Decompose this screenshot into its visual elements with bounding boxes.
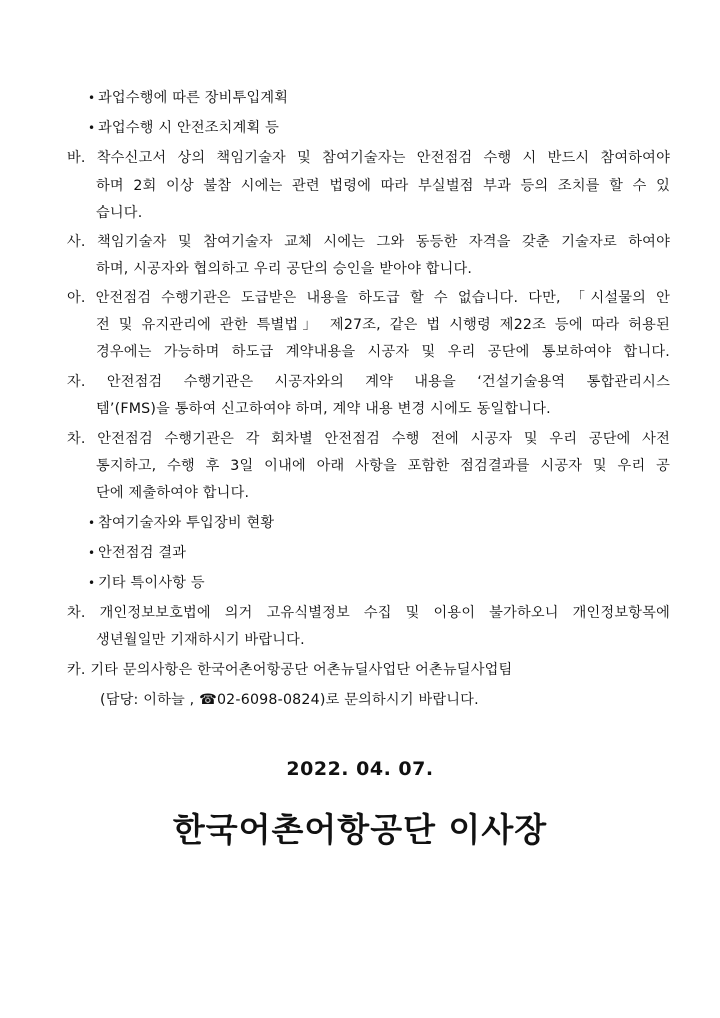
bullet-item: • 안전점검 결과 [88,545,187,561]
clause-cha-line-3: 단에 제출하여야 합니다. [96,485,250,501]
clause-ba-line-1: 바. 착수신고서 상의 책임기술자 및 참여기술자는 안전점검 수행 시 반드시 참여하여야 [67,150,670,166]
bullet-dot-icon: • [88,516,96,530]
clause-a-line-1: 아. 안전점검 수행기관은 도급받은 내용을 하도급 할 수 없습니다. 다만, 「시설물의 안 [67,290,670,306]
bullet-dot-icon: • [88,546,96,560]
bullet-item: • 기타 특이사항 등 [88,575,205,591]
bullet-dot-icon: • [88,91,96,105]
bullet-item: • 과업수행 시 안전조치계획 등 [88,120,279,136]
bullet-item: • 과업수행에 따른 장비투입계획 [88,90,289,106]
clause-ba-line-2: 하며 2회 이상 불참 시에는 관련 법령에 따라 부실벌점 부과 등의 조치를 할 수 있 [96,178,670,194]
clause-ka-line-1: 카. 기타 문의사항은 한국어촌어항공단 어촌뉴딜사업단 어촌뉴딜사업팀 [67,662,513,678]
clause-sa-line-1: 사. 책임기술자 및 참여기술자 교체 시에는 그와 동등한 자격을 갖춘 기술자로 하여야 [67,234,670,250]
clause-ja-line-1: 자. 안전점검 수행기관은 시공자와의 계약 내용을 ‘건설기술용역 통합관리시스 [67,374,670,390]
clause-a-line-3: 경우에는 가능하며 하도급 계약내용을 시공자 및 우리 공단에 통보하여야 합니다. [96,344,670,360]
bullet-dot-icon: • [88,121,96,135]
clause-cha2-line-1: 차. 개인정보보호법에 의거 고유식별정보 수집 및 이용이 불가하오니 개인정보항목에 [67,605,670,621]
clause-cha2-line-2: 생년월일만 기재하시기 바랍니다. [96,632,305,648]
clause-a-line-2: 전 및 유지관리에 관한 특별법」 제27조, 같은 법 시행령 제22조 등에 따라 허용된 [96,317,670,333]
bullet-item: • 참여기술자와 투입장비 현황 [88,515,275,531]
clause-ja-line-2: 템’(FMS)을 통하여 신고하여야 하며, 계약 내용 변경 시에도 동일합니다. [96,401,551,417]
clause-cha-line-2: 통지하고, 수행 후 3일 이내에 아래 사항을 포함한 점검결과를 시공자 및 우리 공 [96,458,670,474]
clause-sa-line-2: 하며, 시공자와 협의하고 우리 공단의 승인을 받아야 합니다. [96,261,473,277]
bullet-dot-icon: • [88,576,96,590]
document-date: 2022. 04. 07. [286,758,434,780]
issuer-title: 한국어촌어항공단 이사장 [172,810,548,849]
clause-ba-line-3: 습니다. [96,205,143,221]
clause-ka-line-2: (담당: 이하늘 , ☎02-6098-0824)로 문의하시기 바랍니다. [100,692,479,708]
clause-cha-line-1: 차. 안전점검 수행기관은 각 회차별 안전점검 수행 전에 시공자 및 우리 공단에 사전 [67,431,670,447]
